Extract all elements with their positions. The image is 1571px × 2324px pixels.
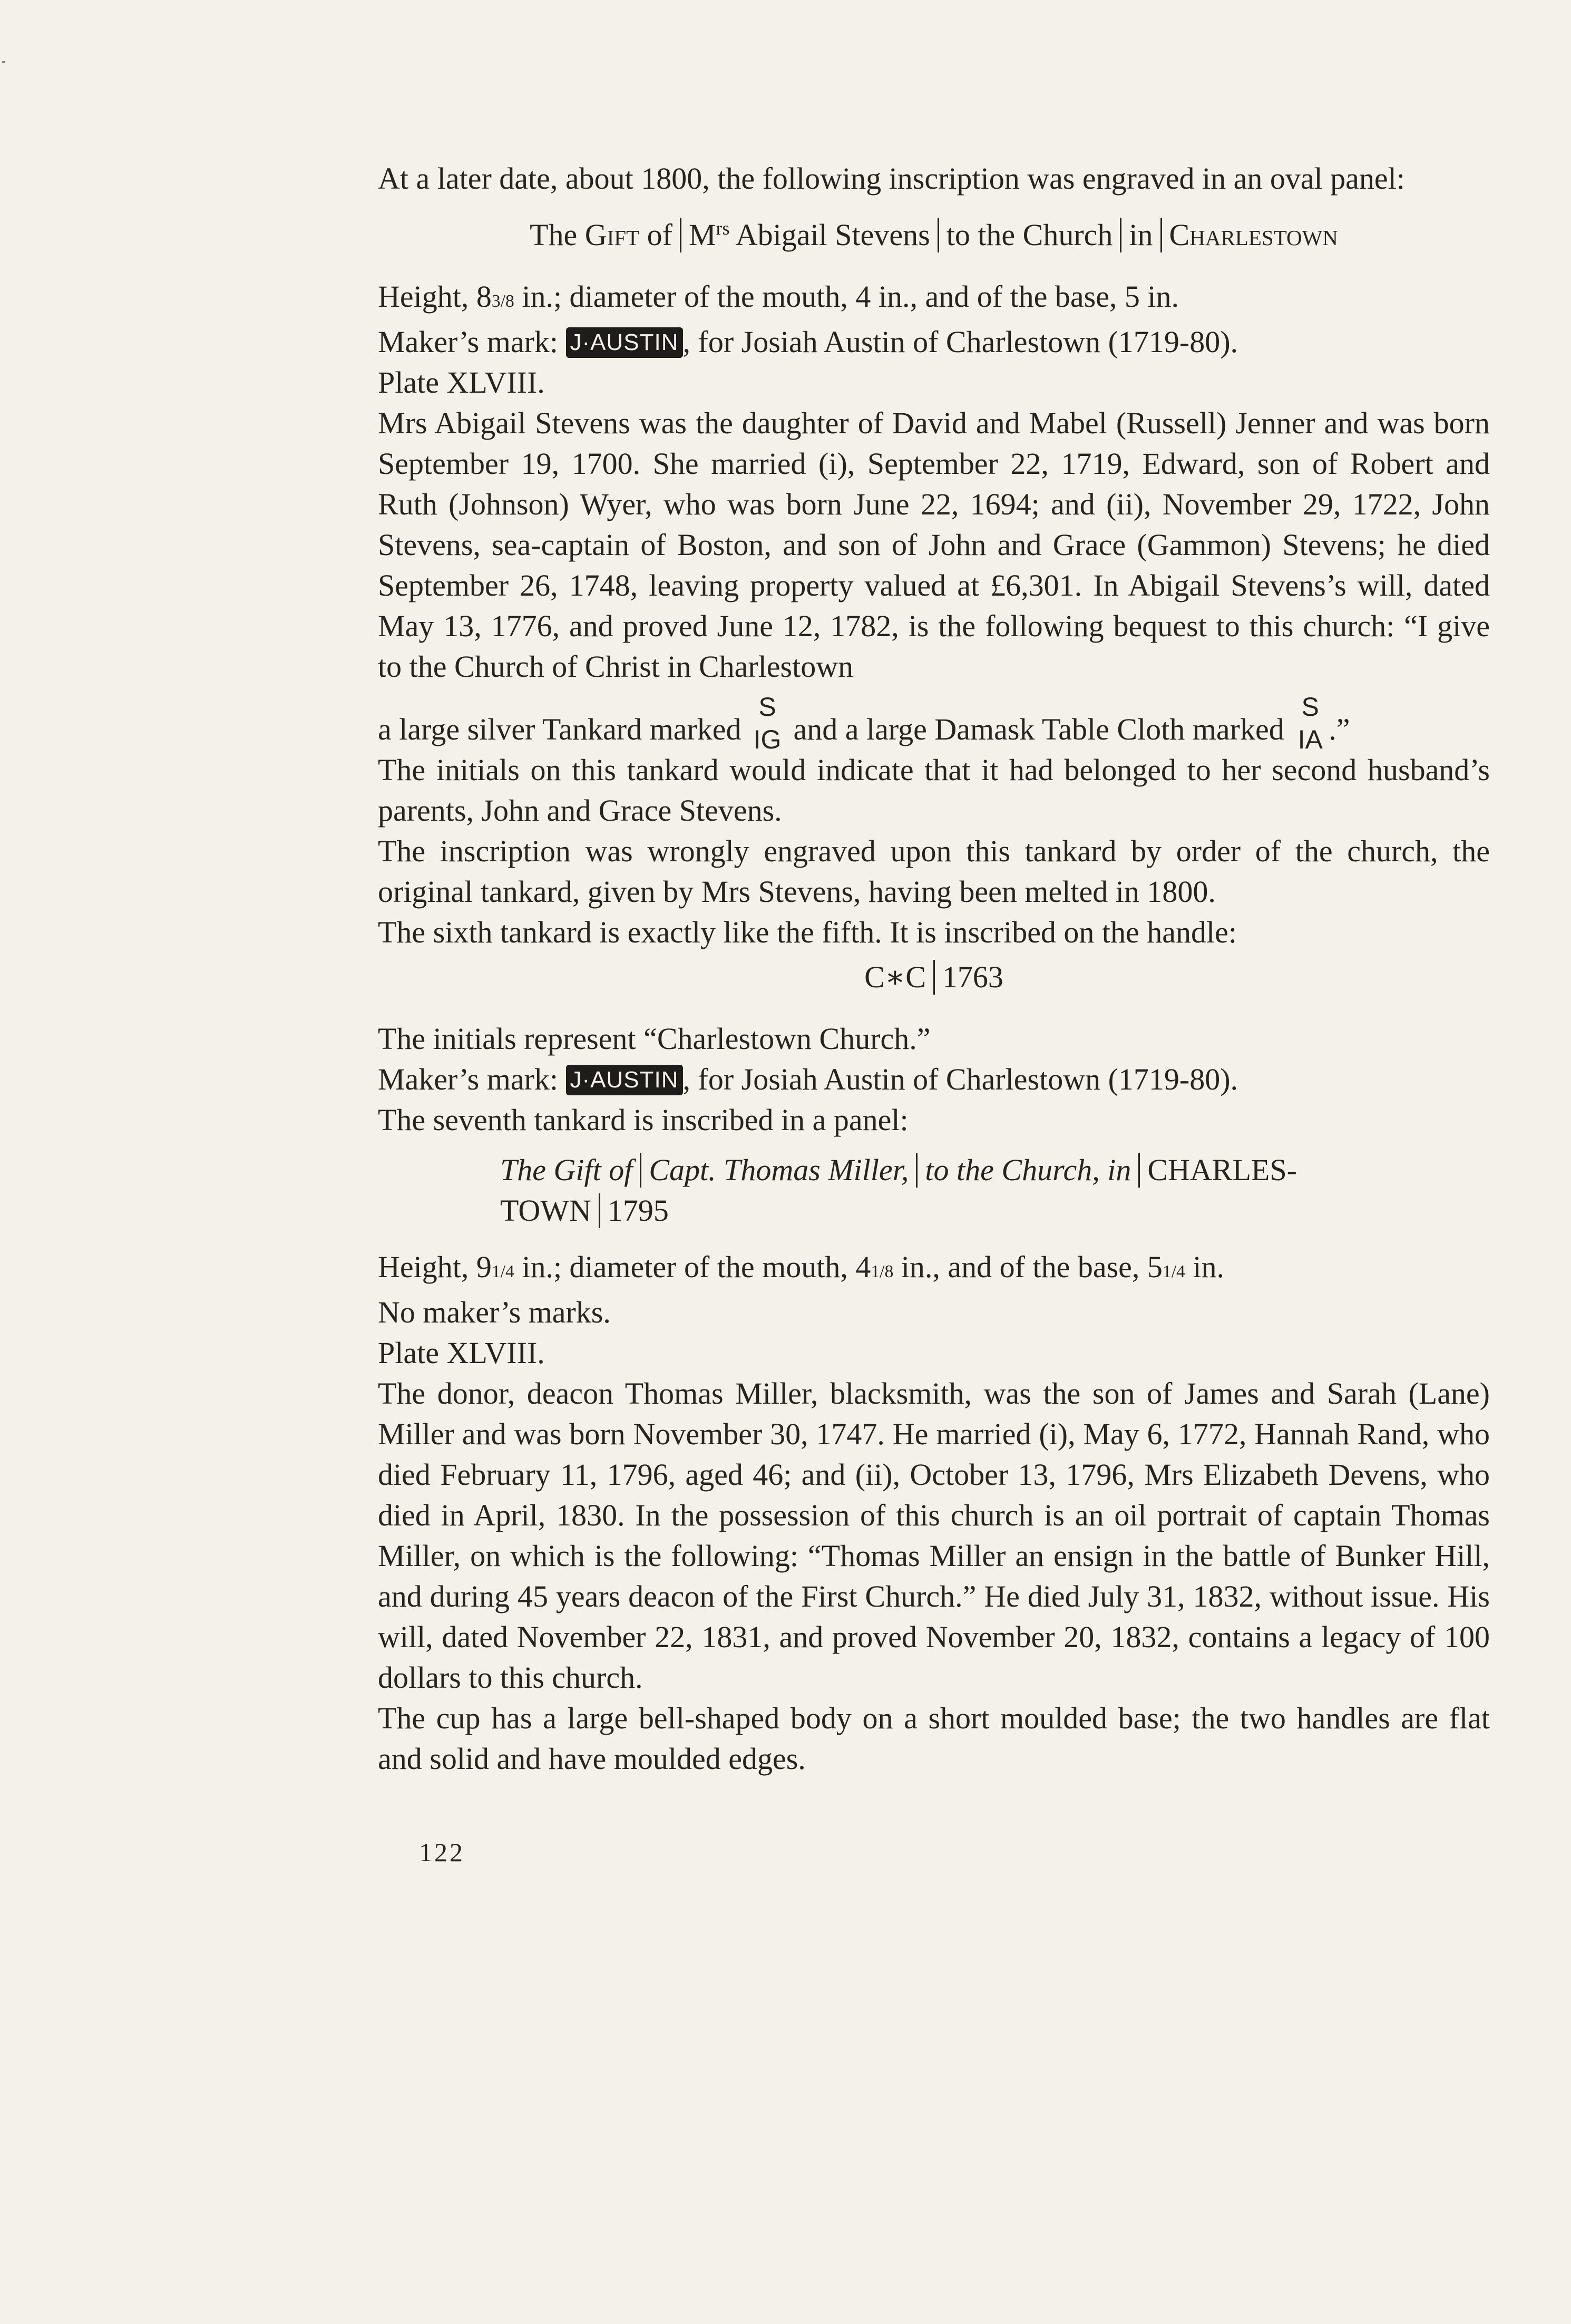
inscription-stevens: The Gift of $M^{rs}$ Abigail Stevens to the Church in Charlestown [530, 217, 1338, 252]
inscription-cc: C∗C 1763 [864, 959, 1003, 994]
initials-represent-line: The initials represent “Charlestown Church.” [378, 1021, 931, 1056]
makers-mark-stamp: J·AUSTIN [566, 327, 683, 358]
text-block [378, 158, 1490, 1779]
wrong-engraving-paragraph: The inscription was wrongly engraved upon this tankard by order of the church, the original tankard, given by Mrs Stevens, having been melted in 1800. [378, 833, 1490, 909]
sixth-tankard-paragraph: The sixth tankard is exactly like the fifth. It is inscribed on the handle: [378, 915, 1237, 949]
makers-mark-line-1: Maker’s mark: J·AUSTIN , for Josiah Austin of Charlestown (1719-80). [378, 324, 1238, 359]
thomas-miller-paragraph: The donor, deacon Thomas Miller, blacksmith, was the son of James and Sarah (Lane) Miller and was born November 30, 1747. He married (i), May 6, 1772, Hannah Rand, who died February 11, 1796, aged 46; and (ii), October 13, 1796, Mrs Elizabeth Devens, who died in April, 1830. In the possession of this church is an oil portrait of captain Thomas Miller, on which is the following: “Thomas Miller an ensign in the battle of Bunker Hill, and during 45 years deacon of the First Church.” He died July 31, 1832, without issue. His will, dated November 22, 1831, and proved November 20, 1832, contains a legacy of 100 dollars to this church. [378, 1376, 1490, 1695]
stray-mark [2, 61, 5, 63]
monogram-sia: S IA [1297, 692, 1323, 754]
monogram-sig: S IG [753, 692, 782, 754]
no-makers-marks-line: No maker’s marks. [378, 1295, 611, 1329]
intro-paragraph: At a later date, about 1800, the following inscription was engraved in an oval panel: [378, 161, 1405, 196]
makers-mark-line-2: Maker’s mark: J·AUSTIN , for Josiah Austin of Charlestown (1719-80). [378, 1062, 1238, 1096]
seventh-tankard-paragraph: The seventh tankard is inscribed in a panel: [378, 1102, 909, 1137]
plate-reference-1: Plate XLVIII. [378, 365, 545, 400]
initials-paragraph: The initials on this tankard would indicate that it had belonged to her second husband’s parents, John and Grace Stevens. [378, 752, 1490, 828]
cup-paragraph: The cup has a large bell-shaped body on a short moulded base; the two handles are flat and solid and have moulded edges. [378, 1700, 1490, 1776]
page-number: 122 [419, 1837, 465, 1867]
inscription-miller: The Gift of Capt. Thomas Miller, to the Church, in CHARLES- TOWN 1795 [500, 1152, 1297, 1228]
abigail-stevens-paragraph: Mrs Abigail Stevens was the daughter of David and Mabel (Russell) Jenner and was born September 19, 1700. She married (i), September 22, 1719, Edward, son of Robert and Ruth (Johnson) Wyer, who was born June 22, 1694; and (ii), November 29, 1722, John Stevens, sea-captain of Boston, and son of John and Grace (Gammon) Stevens; he died September 26, 1748, leaving property valued at £6,301. In Abigail Stevens’s will, dated May 13, 1776, and proved June 12, 1782, is the following bequest to this church: “I give to the Church of Christ in Charlestown [378, 405, 1490, 684]
makers-mark-stamp: J·AUSTIN [566, 1065, 683, 1095]
dimensions-line-2: Height, 91/4 in.; diameter of the mouth, 41/8 in., and of the base, 51/4 in. [378, 1249, 1224, 1284]
bequest-line: a large silver Tankard marked S IG and a large Damask Table Cloth marked S IA .” [378, 692, 1350, 754]
dimensions-line-1: Height, 83/8 in.; diameter of the mouth, 4 in., and of the base, 5 in. [378, 279, 1179, 314]
plate-reference-2: Plate XLVIII. [378, 1335, 545, 1370]
